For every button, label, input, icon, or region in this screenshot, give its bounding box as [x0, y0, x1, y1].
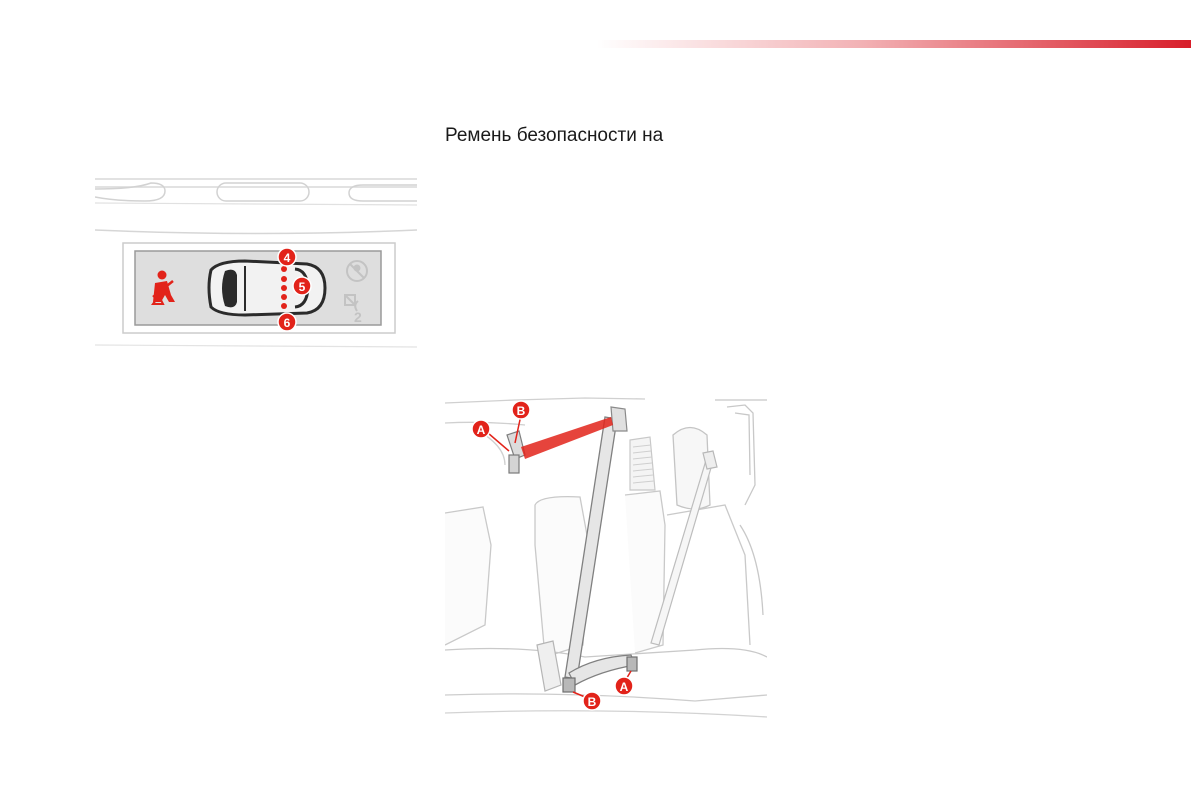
callout-b-bottom: [583, 692, 601, 710]
callout-6: [278, 313, 296, 331]
rear-seatbelt-illustration: [445, 395, 767, 727]
callout-a-bottom: [615, 677, 633, 695]
svg-text:A: A: [619, 680, 629, 694]
svg-text:B: B: [516, 404, 526, 418]
svg-text:A: A: [476, 423, 486, 437]
svg-text:6: 6: [283, 316, 291, 330]
svg-text:2: 2: [354, 309, 362, 325]
svg-text:B: B: [587, 695, 597, 709]
callout-b-top: [512, 401, 530, 419]
svg-text:5: 5: [298, 280, 306, 294]
callout-4: [278, 248, 296, 266]
svg-text:4: 4: [283, 251, 291, 265]
header-accent-bar: [596, 40, 1191, 48]
seatbelt-indicator-figure: [95, 175, 417, 350]
callout-5: [293, 277, 311, 295]
callout-a-top: [472, 420, 490, 438]
section-heading: Ремень безопасности на: [445, 125, 664, 146]
